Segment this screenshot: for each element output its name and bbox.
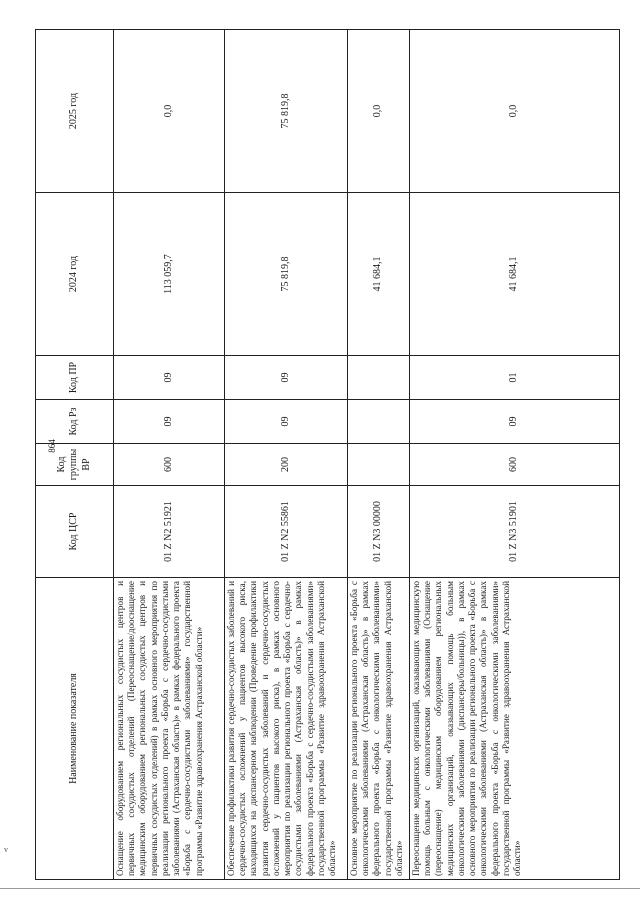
row-rz: 09 bbox=[114, 400, 225, 444]
row-name: Переоснащение медицинских организаций, оказывающих медицинскую помощь больным с онкологическими заболеваниями (Оснащение (переоснащение) медицинским оборудованием региональных медицинских организаций, оказывающих помощь больным онкологическими заболеваниями (диспансеры/больницы)), в рамках основного мероприятия по реализации регионального проекта «Борьба с онкологическими заболеваниями (Астраханская область)» в рамках федерального проекта «Борьба с онкологическими заболеваниями» государственной программы «Развитие здравоохранения Астраханской области» bbox=[410, 578, 620, 880]
row-name: Оснащение оборудованием региональных сосудистых центров и первичных сосудистых отделений (Переоснащение/дооснащение медицинским оборудованием региональных сосудистых центров и первичных сосудистых отделений) в рамках основного мероприятия по реализации регионального проекта «Борьба с сердечно-сосудистыми заболеваниями (Астраханская область)» в рамках федерального проекта «Борьба с сердечно-сосудистыми заболеваниями» государственной программы «Развитие здравоохранения Астраханской области» bbox=[114, 578, 225, 880]
header-2025: 2025 год bbox=[36, 30, 114, 193]
row-rz bbox=[348, 400, 410, 444]
row-csr: 01 Z N2 55861 bbox=[225, 486, 348, 578]
row-name: Основное мероприятие по реализации регионального проекта «Борьба с онкологическими заболеваниями (Астраханская область)» в рамках федерального проекта «Борьба с онкологическими заболеваниями» государственной программы «Развитие здравоохранения Астраханской области» bbox=[348, 578, 410, 880]
header-pr: Код ПР bbox=[36, 356, 114, 400]
row-csr: 01 Z N3 00000 bbox=[348, 486, 410, 578]
header-name: Наименование показателя bbox=[36, 578, 114, 880]
header-rz: Код Рз bbox=[36, 400, 114, 444]
row-2025: 0,0 bbox=[410, 30, 620, 193]
row-name: Обеспечение профилактики развития сердечно-сосудистых заболеваний и сердечно-сосудистых осложнений у пациентов высокого риска, находящихся на диспансерном наблюдении (Проведение профилактики развития сердечно-сосудистых заболеваний и сердечно-сосудистых осложнений у пациентов высокого риска), в рамках основного мероприятия по реализации регионального проекта «Борьба с сердечно-сосудистыми заболеваниями (Астраханская область)» в рамках федерального проекта «Борьба с сердечно-сосудистыми заболеваниями» государственной программы «Развитие здравоохранения Астраханской области» bbox=[225, 578, 348, 880]
table-row bbox=[225, 30, 348, 880]
row-2024: 41 684,1 bbox=[348, 193, 410, 356]
header-vr: Код группы ВР bbox=[36, 444, 114, 486]
header-csr: Код ЦСР bbox=[36, 486, 114, 578]
row-2024: 113 059,7 bbox=[114, 193, 225, 356]
rotated-table-wrapper bbox=[35, 30, 620, 880]
row-pr: 09 bbox=[114, 356, 225, 400]
header-row bbox=[36, 30, 114, 880]
row-vr bbox=[348, 444, 410, 486]
table-row bbox=[114, 30, 225, 880]
page-number: 864 bbox=[47, 439, 57, 453]
row-2024: 41 684,1 bbox=[410, 193, 620, 356]
row-pr bbox=[348, 356, 410, 400]
table-row bbox=[410, 30, 620, 880]
row-csr: 01 Z N3 51901 bbox=[410, 486, 620, 578]
table-row bbox=[348, 30, 410, 880]
row-2025: 75 819,8 bbox=[225, 30, 348, 193]
row-2024: 75 819,8 bbox=[225, 193, 348, 356]
row-vr: 200 bbox=[225, 444, 348, 486]
row-rz: 09 bbox=[225, 400, 348, 444]
row-vr: 600 bbox=[410, 444, 620, 486]
row-vr: 600 bbox=[114, 444, 225, 486]
budget-table bbox=[35, 29, 620, 880]
row-2025: 0,0 bbox=[114, 30, 225, 193]
row-2025: 0,0 bbox=[348, 30, 410, 193]
edge-mark: v bbox=[4, 845, 8, 854]
row-pr: 01 bbox=[410, 356, 620, 400]
scan-edge-line bbox=[0, 888, 640, 889]
row-pr: 09 bbox=[225, 356, 348, 400]
header-2024: 2024 год bbox=[36, 193, 114, 356]
row-csr: 01 Z N2 51921 bbox=[114, 486, 225, 578]
row-rz: 09 bbox=[410, 400, 620, 444]
